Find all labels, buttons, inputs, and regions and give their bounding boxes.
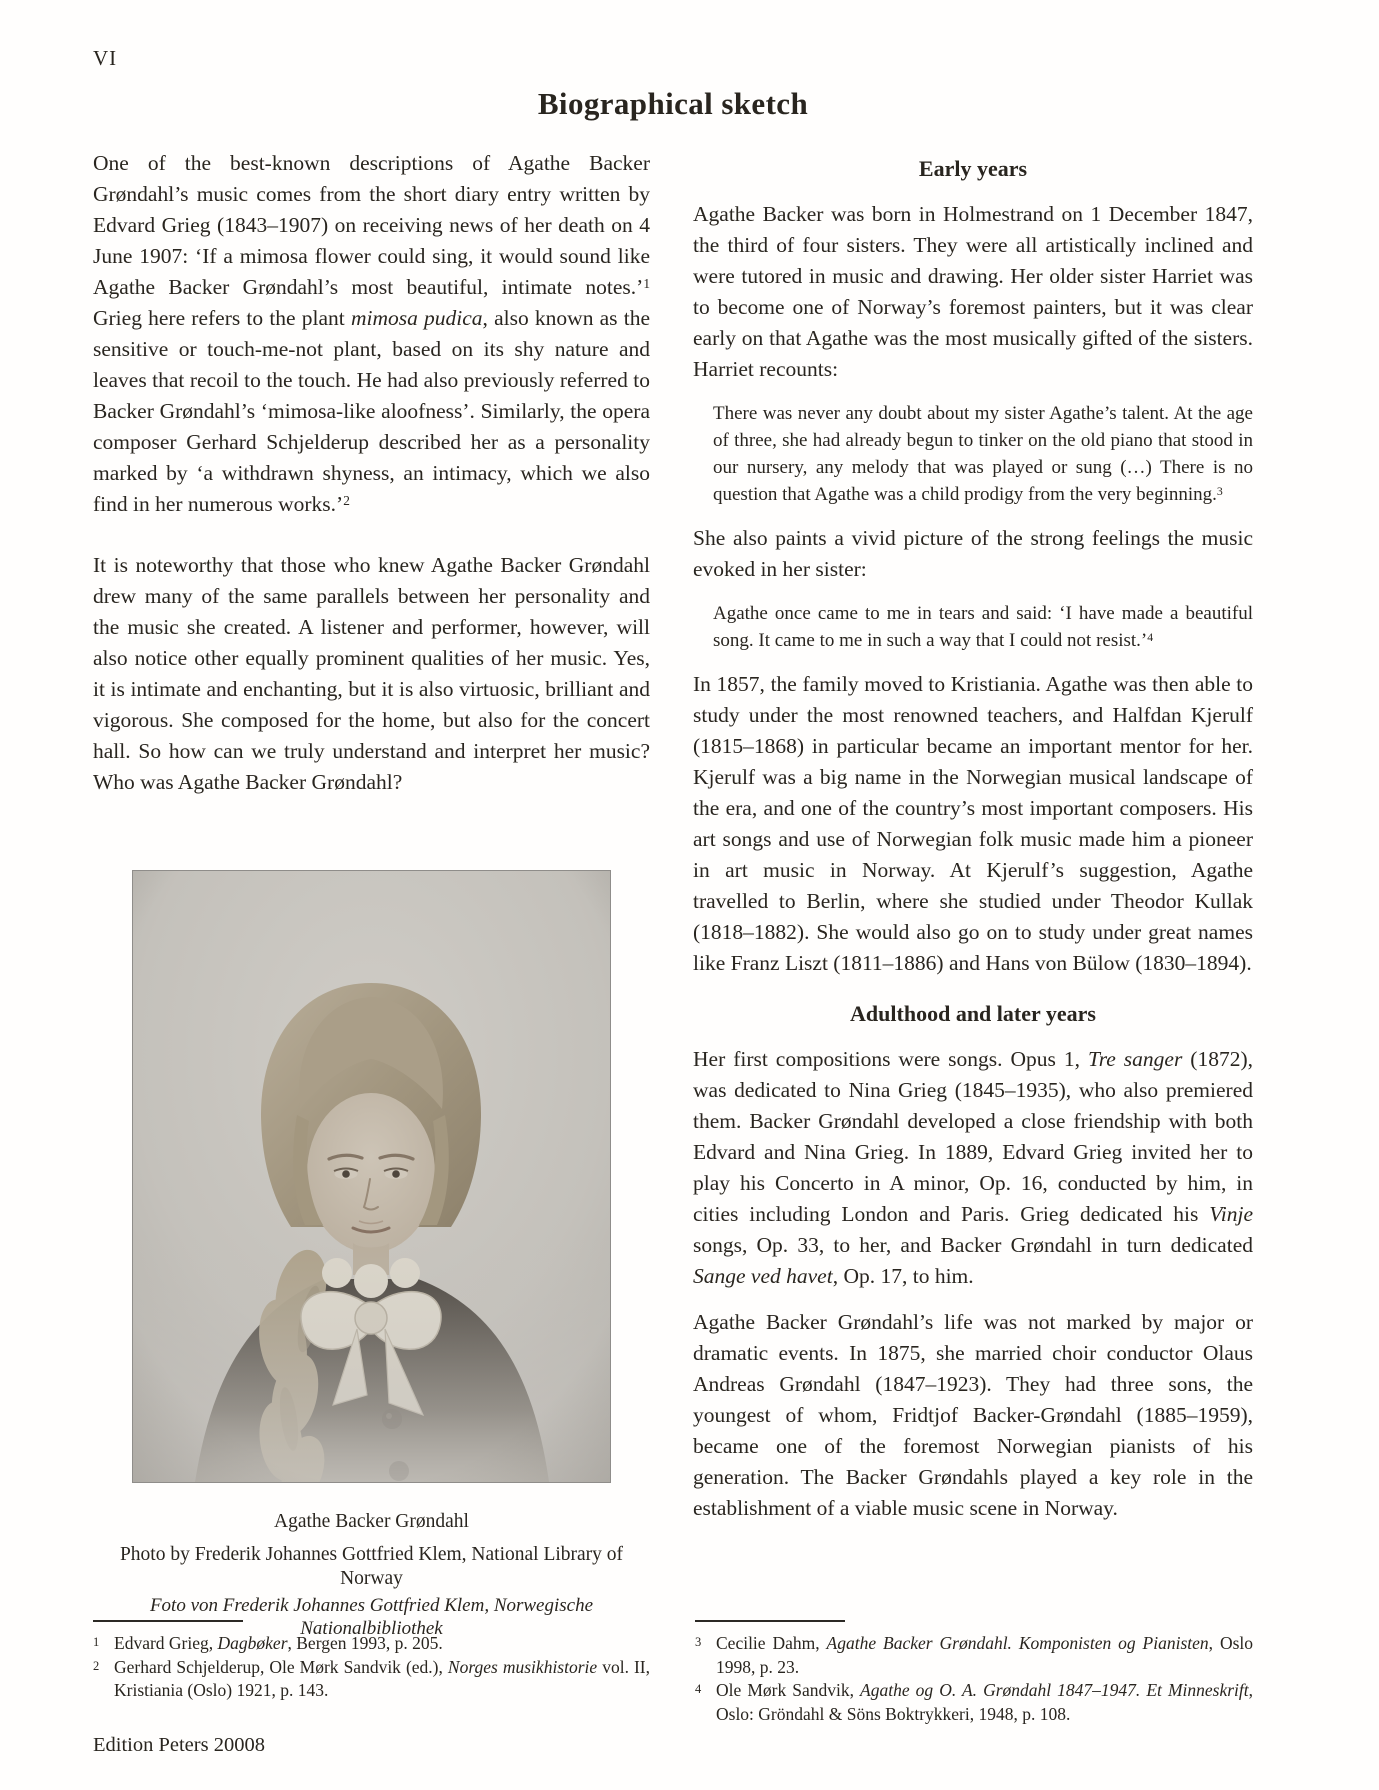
- portrait-figure: [93, 870, 650, 1640]
- body-paragraph-1: One of the best-known descriptions of Agathe Backer Grøndahl’s music comes from the short diary entry written by Edvard Grieg (1843–1907) on receiving news of her death on 4 June 1907: ‘If a mimosa flower could sing, it would sound like Agathe Backer Grøndahl’s most beautiful, intimate notes.’$^1$ Grieg here refers to the plant mimosa pudica, also known as the sensitive or touch-me-not plant, based on its shy nature and leaves that recoil to the touch. He had also previously referred to Backer Grøndahl’s ‘mimosa-like aloofness’. Similarly, the opera composer Gerhard Schjelderup described her as a personality marked by ‘a withdrawn shyness, an intimacy, which we also find in her numerous works.’$^2$: [93, 151, 650, 516]
- right-column: [693, 148, 1253, 1539]
- footnote-item-3: [695, 1632, 1253, 1679]
- blockquote-harriet: There was never any doubt about my sister Agathe’s talent. At the age of three, she had already begun to tinker on the old piano that stood in our nursery, any melody that was played or sung (…) There is no question that Agathe was a child prodigy from the very beginning.$^3$: [713, 403, 1253, 505]
- publisher-imprint: Edition Peters 20008: [93, 1734, 265, 1756]
- section-heading-adulthood: Adulthood and later years: [850, 1001, 1096, 1026]
- footnote-marker: 3: [695, 1635, 702, 1649]
- footnote-item-1: [93, 1632, 650, 1656]
- body-paragraph-6: Her first compositions were songs. Opus 1, Tre sanger (1872), was dedicated to Nina Grieg (1845–1935), who also premiered them. Backer Grøndahl developed a close friendship with both Edvard and Nina Grieg. In 1889, Edvard Grieg invited her to play his Concerto in A minor, Op. 16, conducted by him, in cities including London and Paris. Grieg dedicated his Vinje songs, Op. 33, to her, and Backer Grøndahl in turn dedicated Sange ved havet, Op. 17, to him.: [693, 1047, 1253, 1288]
- body-paragraph-4: She also paints a vivid picture of the strong feelings the music evoked in her sister:: [693, 526, 1253, 581]
- body-paragraph-3: Agathe Backer was born in Holmestrand on 1 December 1847, the third of four sisters. They were all artistically inclined and were tutored in music and drawing. Her older sister Harriet was to become one of Norway’s foremost painters, but it was clear early on that Agathe was the most musically gifted of the sisters. Harriet recounts:: [693, 202, 1253, 381]
- photo-frame: [132, 870, 611, 1483]
- page-title: Biographical sketch: [537, 86, 809, 121]
- photo-caption-credit: Photo by Frederik Johannes Gottfried Klem, National Library of Norway: [119, 1544, 624, 1589]
- body-paragraph-5: In 1857, the family moved to Kristiania. Agathe was then able to study under the most renowned teachers, and Halfdan Kjerulf (1815–1868) in particular became an important mentor for her. Kjerulf was a big name in the Norwegian musical landscape of the era, and one of the country’s most important composers. His art songs and use of Norwegian folk music made him a pioneer in art music in Norway. At Kjerulf’s suggestion, Agathe travelled to Berlin, where she studied under Theodor Kullak (1818–1882). She would also go on to study under great names like Franz Liszt (1811–1886) and Hans von Bülow (1830–1894).: [693, 672, 1253, 975]
- left-column: [93, 148, 650, 828]
- footnote-item-4: [695, 1679, 1253, 1726]
- footnote-text: Edvard Grieg, Dagbøker, Bergen 1993, p. 205.: [114, 1633, 443, 1653]
- footnote-marker: 2: [93, 1658, 100, 1673]
- body-paragraph-7: Agathe Backer Grøndahl’s life was not marked by major or dramatic events. In 1875, she married choir conductor Olaus Andreas Grøndahl (1847–1923). They had three sons, the youngest of whom, Fridtjof Backer-Grøndahl (1885–1959), became one of the foremost Norwegian pianists of his generation. The Backer Grøndahls played a key role in the establishment of a viable music scene in Norway.: [693, 1310, 1253, 1520]
- footnote-rule: [695, 1620, 845, 1622]
- photo-caption-credit-german: Foto von Frederik Johannes Gottfried Klem, Norwegische Nationalbibliothek: [149, 1595, 594, 1639]
- footnote-text: Cecilie Dahm, Agathe Backer Grøndahl. Komponisten og Pianisten, Oslo 1998, p. 23.: [716, 1633, 1254, 1677]
- footnotes-left: [93, 1620, 650, 1703]
- footnote-text: Gerhard Schjelderup, Ole Mørk Sandvik (ed.), Norges musikhistorie vol. II, Kristiania (Oslo) 1921, p. 143.: [114, 1656, 650, 1700]
- footnote-text: Ole Mørk Sandvik, Agathe og O. A. Grøndahl 1847–1947. Et Minneskrift, Oslo: Gröndahl & Söns Boktrykkeri, 1948, p. 108.: [716, 1680, 1253, 1724]
- footnote-marker: 4: [695, 1682, 702, 1696]
- footnotes-right: [695, 1620, 1253, 1726]
- body-paragraph-2: It is noteworthy that those who knew Agathe Backer Grøndahl drew many of the same parallels between her personality and the music she created. A listener and performer, however, will also notice other equally prominent qualities of her music. Yes, it is intimate and enchanting, but it is also virtuosic, brilliant and vigorous. She composed for the home, but also for the concert hall. So how can we truly understand and interpret her music? Who was Agathe Backer Grøndahl?: [93, 553, 650, 794]
- section-heading-early-years: Early years: [918, 156, 1028, 181]
- footnote-item-2: [93, 1656, 650, 1703]
- footnote-rule: [93, 1620, 243, 1622]
- blockquote-agathe: Agathe once came to me in tears and said: ‘I have made a beautiful song. It came to me in such a way that I could not resist.’$^4$: [713, 603, 1253, 651]
- page-number: VI: [93, 46, 118, 70]
- footnote-marker: 1: [93, 1635, 100, 1649]
- photo-caption-name: Agathe Backer Grøndahl: [274, 1511, 469, 1532]
- portrait-photo: [133, 871, 610, 1482]
